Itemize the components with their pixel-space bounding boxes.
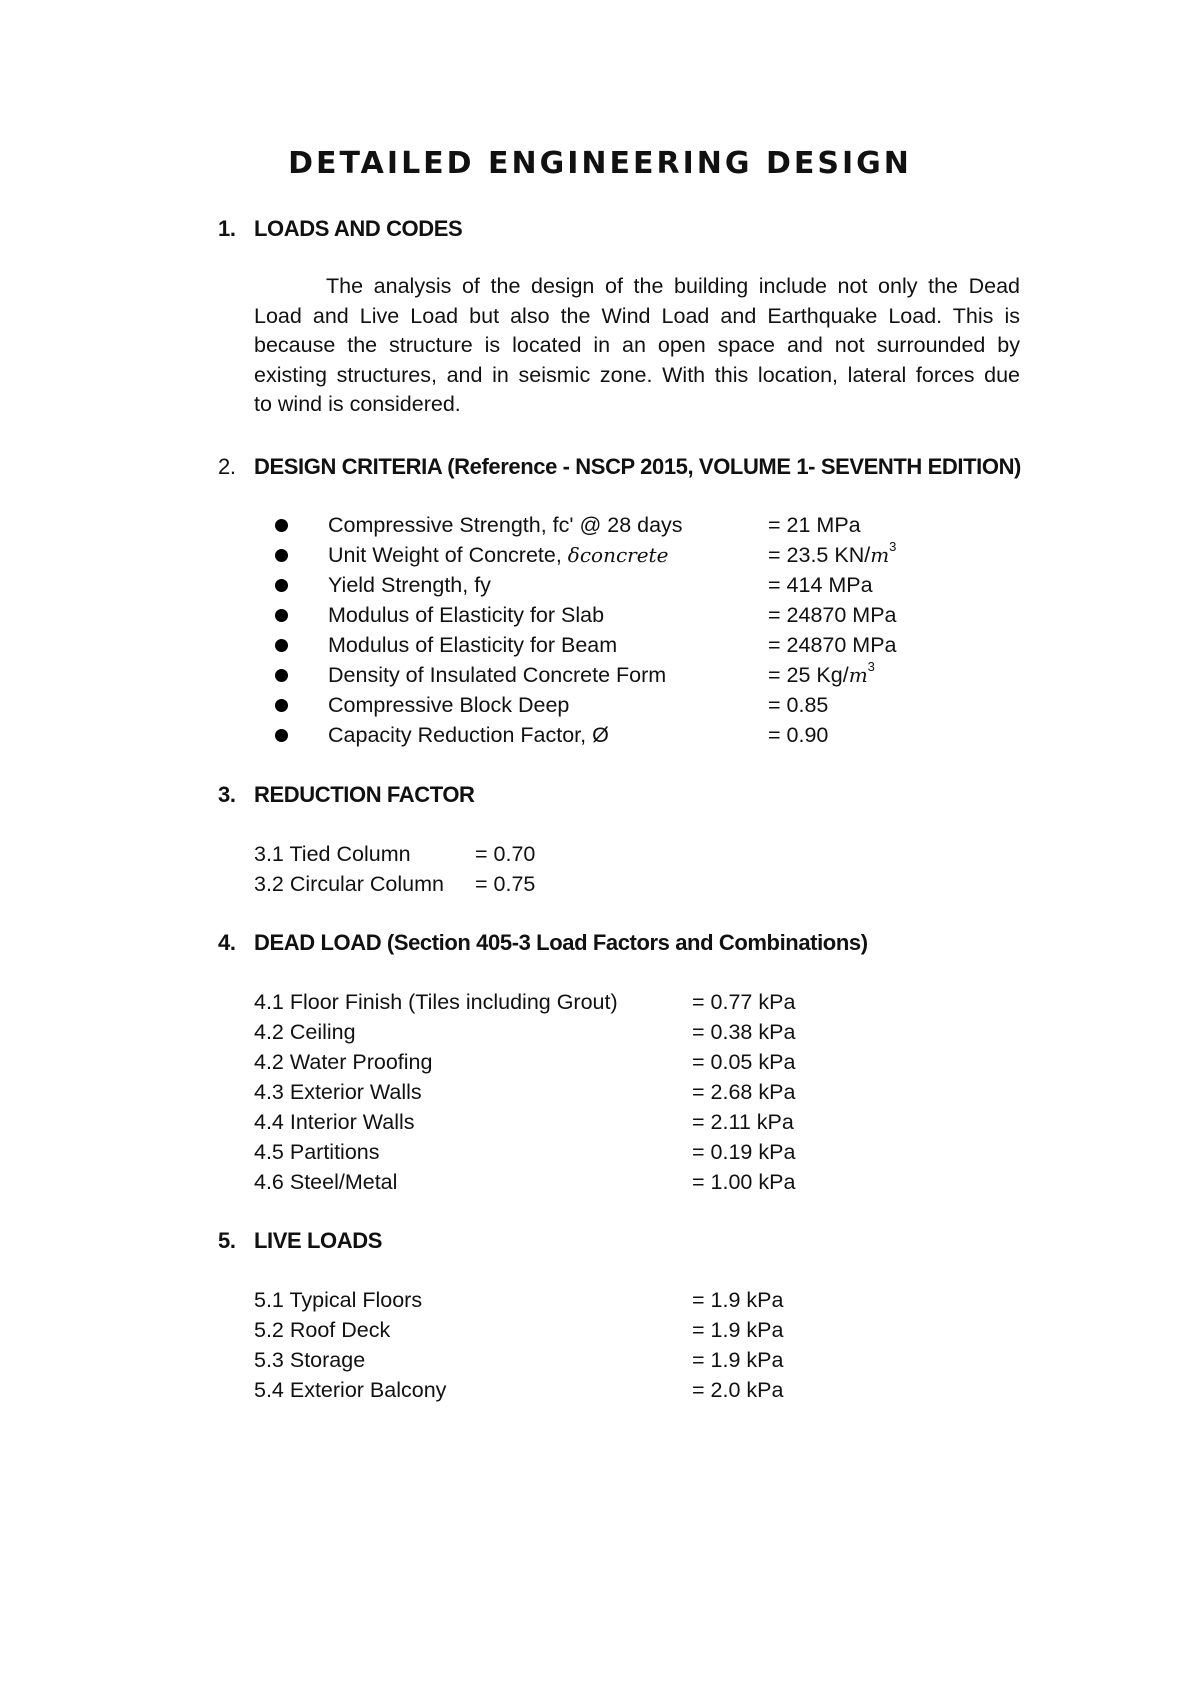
criteria-value-exponent: 3 [889, 539, 897, 554]
criteria-value: = 24870 MPa [768, 603, 897, 627]
dead-load-label: 4.4 Interior Walls [254, 1110, 415, 1134]
section-4-title: DEAD LOAD (Section 405-3 Load Factors and Combinations) [254, 930, 868, 955]
reduction-label: 3.2 Circular Column [254, 872, 444, 896]
live-load-label: 5.2 Roof Deck [254, 1318, 391, 1342]
live-load-value: = 2.0 kPa [692, 1378, 784, 1402]
criteria-label: Density of Insulated Concrete Form [328, 663, 667, 687]
criteria-label: Modulus of Elasticity for Slab [328, 603, 605, 627]
paragraph-line: because the structure is located in an open space and not surrounded by [254, 333, 1020, 357]
dead-load-label: 4.3 Exterior Walls [254, 1080, 422, 1104]
section-2-number: 2. [218, 454, 236, 479]
bullet-icon [275, 729, 288, 742]
reduction-label: 3.1 Tied Column [254, 842, 411, 866]
dead-load-value: = 0.05 kPa [692, 1050, 796, 1074]
section-3-number: 3. [218, 782, 236, 807]
criteria-label: Compressive Strength, fc' @ 28 days [328, 513, 683, 537]
section-2-title: DESIGN CRITERIA (Reference - NSCP 2015, VOLUME 1- SEVENTH EDITION) [254, 454, 1021, 479]
section-5-number: 5. [218, 1228, 236, 1253]
dead-load-label: 4.1 Floor Finish (Tiles including Grout) [254, 990, 618, 1014]
bullet-icon [275, 639, 288, 652]
bullet-icon [275, 579, 288, 592]
dead-load-value: = 0.77 kPa [692, 990, 796, 1014]
section-1-paragraph [254, 272, 1020, 420]
criteria-label: Modulus of Elasticity for Beam [328, 633, 618, 657]
paragraph-line: to wind is considered. [254, 392, 461, 416]
criteria-label-symbol: δconcrete [567, 543, 669, 567]
criteria-label: Capacity Reduction Factor, Ø [328, 723, 609, 747]
criteria-value-exponent: 3 [867, 659, 875, 674]
dead-load-value: = 2.11 kPa [692, 1110, 794, 1134]
live-load-label: 5.4 Exterior Balcony [254, 1378, 447, 1402]
criteria-value: = 21 MPa [768, 513, 861, 537]
dead-load-label: 4.2 Water Proofing [254, 1050, 433, 1074]
bullet-icon [275, 669, 288, 682]
criteria-value: = 414 MPa [768, 573, 873, 597]
criteria-value: = 0.85 [768, 693, 829, 717]
bullet-icon [275, 549, 288, 562]
section-1-title: LOADS AND CODES [254, 216, 463, 241]
dead-load-label: 4.2 Ceiling [254, 1020, 356, 1044]
section-1-heading [218, 216, 462, 242]
document-title: DETAILED ENGINEERING DESIGN [288, 146, 912, 181]
dead-load-value: = 0.19 kPa [692, 1140, 796, 1164]
live-load-label: 5.3 Storage [254, 1348, 366, 1372]
criteria-value: = 24870 MPa [768, 633, 897, 657]
live-load-value: = 1.9 kPa [692, 1288, 784, 1312]
criteria-value [768, 539, 897, 568]
criteria-label: Compressive Block Deep [328, 693, 570, 717]
criteria-value-text: = 25 Kg/ [768, 663, 849, 687]
criteria-value-unit: m [848, 663, 868, 687]
criteria-value [768, 659, 875, 688]
criteria-label-text: Unit Weight of Concrete, [328, 543, 568, 567]
section-5-heading [218, 1228, 382, 1254]
section-3-heading [218, 782, 475, 808]
section-5-title: LIVE LOADS [254, 1228, 383, 1253]
live-load-value: = 1.9 kPa [692, 1318, 784, 1342]
live-load-label: 5.1 Typical Floors [254, 1288, 423, 1312]
reduction-value: = 0.75 [475, 872, 536, 896]
reduction-value: = 0.70 [475, 842, 536, 866]
section-4-number: 4. [218, 930, 236, 955]
bullet-icon [275, 609, 288, 622]
criteria-value-unit: m [870, 543, 890, 567]
criteria-label: Yield Strength, fy [328, 573, 491, 597]
section-1-number: 1. [218, 216, 236, 241]
criteria-value: = 0.90 [768, 723, 829, 747]
dead-load-value: = 1.00 kPa [692, 1170, 796, 1194]
section-4-heading [218, 930, 868, 956]
dead-load-value: = 2.68 kPa [692, 1080, 796, 1104]
dead-load-label: 4.6 Steel/Metal [254, 1170, 398, 1194]
section-3-title: REDUCTION FACTOR [254, 782, 475, 807]
paragraph-line: The analysis of the design of the building include not only the Dead [326, 274, 1020, 298]
criteria-label [328, 543, 668, 568]
section-2-heading [218, 454, 1021, 480]
criteria-value-text: = 23.5 KN/ [768, 543, 871, 567]
live-load-value: = 1.9 kPa [692, 1348, 784, 1372]
paragraph-line: existing structures, and in seismic zone. With this location, lateral forces due [254, 362, 1020, 387]
bullet-icon [275, 519, 288, 532]
dead-load-label: 4.5 Partitions [254, 1140, 380, 1164]
dead-load-value: = 0.38 kPa [692, 1020, 796, 1044]
paragraph-line: Load and Live Load but also the Wind Load and Earthquake Load. This is [254, 303, 1020, 328]
bullet-icon [275, 699, 288, 712]
